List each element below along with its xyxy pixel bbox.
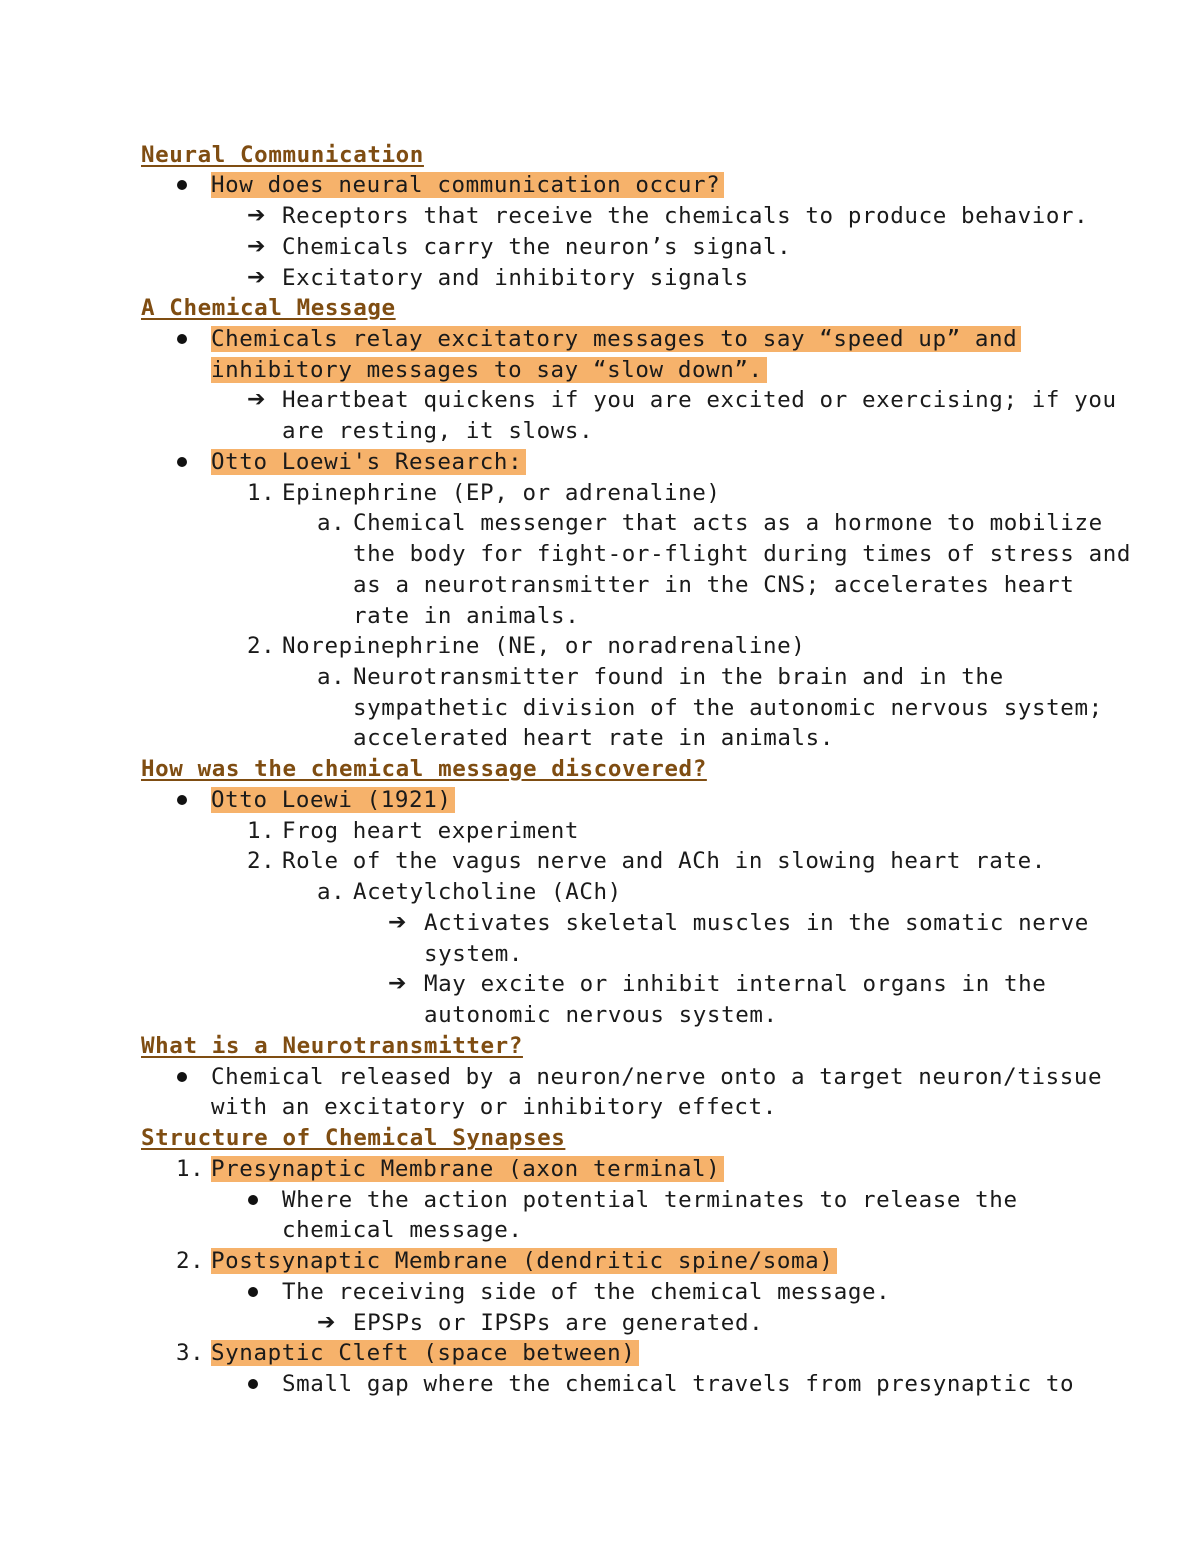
list-number: 2. (247, 633, 276, 659)
numbered-item-text (211, 1246, 837, 1276)
highlighted-text: Presynaptic Membrane (axon terminal) (211, 1156, 724, 1182)
arrow-item-text: Heartbeat quickens if you are excited or exercising; if you (282, 387, 1117, 413)
section-heading-synapse-structure: Structure of Chemical Synapses (141, 1125, 566, 1151)
numbered-item-text: Role of the vagus nerve and ACh in slowing heart rate. (282, 848, 1046, 874)
bullet-icon (177, 180, 187, 190)
numbered-item-text (211, 1338, 639, 1368)
bullet-text: The receiving side of the chemical message. (282, 1279, 891, 1305)
bullet-text (211, 324, 1021, 354)
lettered-item-text-cont: rate in animals. (353, 603, 580, 629)
list-number: 2. (176, 1248, 205, 1274)
arrow-item-text: EPSPs or IPSPs are generated. (353, 1310, 764, 1336)
highlighted-text: Postsynaptic Membrane (dendritic spine/soma) (211, 1248, 837, 1274)
arrow-item-text-cont: are resting, it slows. (282, 418, 594, 444)
arrow-icon: ➔ (388, 971, 407, 996)
highlighted-text: Otto Loewi's Research: (211, 449, 526, 475)
arrow-icon: ➔ (247, 387, 266, 412)
bullet-text-cont (211, 355, 767, 385)
bullet-icon (177, 334, 187, 344)
list-number: 1. (247, 480, 276, 506)
highlighted-text: Chemicals relay excitatory messages to say “speed up” and (211, 326, 1021, 352)
lettered-item-text: Chemical messenger that acts as a hormone to mobilize (353, 510, 1103, 536)
list-number: 1. (176, 1156, 205, 1182)
numbered-item-text: Norepinephrine (NE, or noradrenaline) (282, 633, 806, 659)
lettered-item-text-cont: sympathetic division of the autonomic nervous system; (353, 695, 1103, 721)
list-number: 1. (247, 818, 276, 844)
list-letter: a. (317, 879, 346, 905)
bullet-text (211, 447, 526, 477)
bullet-icon (248, 1287, 258, 1297)
bullet-icon (177, 795, 187, 805)
arrow-item-text-cont: autonomic nervous system. (424, 1002, 778, 1028)
arrow-icon: ➔ (247, 203, 266, 228)
arrow-item-text: Receptors that receive the chemicals to produce behavior. (282, 203, 1089, 229)
bullet-icon (177, 1072, 187, 1082)
bullet-text: Chemical released by a neuron/nerve onto a target neuron/tissue (211, 1064, 1103, 1090)
bullet-icon (248, 1195, 258, 1205)
arrow-item-text: Chemicals carry the neuron’s signal. (282, 234, 792, 260)
lettered-item-text-cont: accelerated heart rate in animals. (353, 725, 834, 751)
bullet-text: Where the action potential terminates to release the (282, 1187, 1018, 1213)
arrow-item-text: Excitatory and inhibitory signals (282, 265, 749, 291)
list-letter: a. (317, 510, 346, 536)
numbered-item-text: Epinephrine (EP, or adrenaline) (282, 480, 721, 506)
arrow-icon: ➔ (388, 910, 407, 935)
bullet-text-cont: chemical message. (282, 1217, 523, 1243)
numbered-item-text (211, 1154, 724, 1184)
bullet-icon (177, 457, 187, 467)
arrow-icon: ➔ (247, 234, 266, 259)
lettered-item-text: Acetylcholine (ACh) (353, 879, 622, 905)
lettered-item-text-cont: the body for fight-or-flight during times of stress and (353, 541, 1132, 567)
arrow-item-text-cont: system. (424, 941, 524, 967)
numbered-item-text: Frog heart experiment (282, 818, 580, 844)
highlighted-text: Synaptic Cleft (space between) (211, 1340, 639, 1366)
bullet-text (211, 785, 455, 815)
list-letter: a. (317, 664, 346, 690)
arrow-item-text: Activates skeletal muscles in the somatic nerve (424, 910, 1089, 936)
bullet-icon (248, 1379, 258, 1389)
arrow-item-text: May excite or inhibit internal organs in the (424, 971, 1047, 997)
highlighted-text: inhibitory messages to say “slow down”. (211, 357, 767, 383)
section-heading-neurotransmitter: What is a Neurotransmitter? (141, 1033, 523, 1059)
bullet-text (211, 170, 724, 200)
arrow-icon: ➔ (247, 265, 266, 290)
bullet-text: Small gap where the chemical travels from presynaptic to (282, 1371, 1075, 1397)
arrow-icon: ➔ (317, 1310, 336, 1335)
bullet-text-cont: with an excitatory or inhibitory effect. (211, 1094, 777, 1120)
lettered-item-text-cont: as a neurotransmitter in the CNS; accelerates heart (353, 572, 1075, 598)
list-number: 2. (247, 848, 276, 874)
section-heading-discovery: How was the chemical message discovered? (141, 756, 707, 782)
section-heading-chemical-message: A Chemical Message (141, 295, 396, 321)
section-heading-neural-communication: Neural Communication (141, 142, 424, 168)
highlighted-text: Otto Loewi (1921) (211, 787, 455, 813)
lettered-item-text: Neurotransmitter found in the brain and in the (353, 664, 1004, 690)
highlighted-question: How does neural communication occur? (211, 172, 724, 198)
list-number: 3. (176, 1340, 205, 1366)
